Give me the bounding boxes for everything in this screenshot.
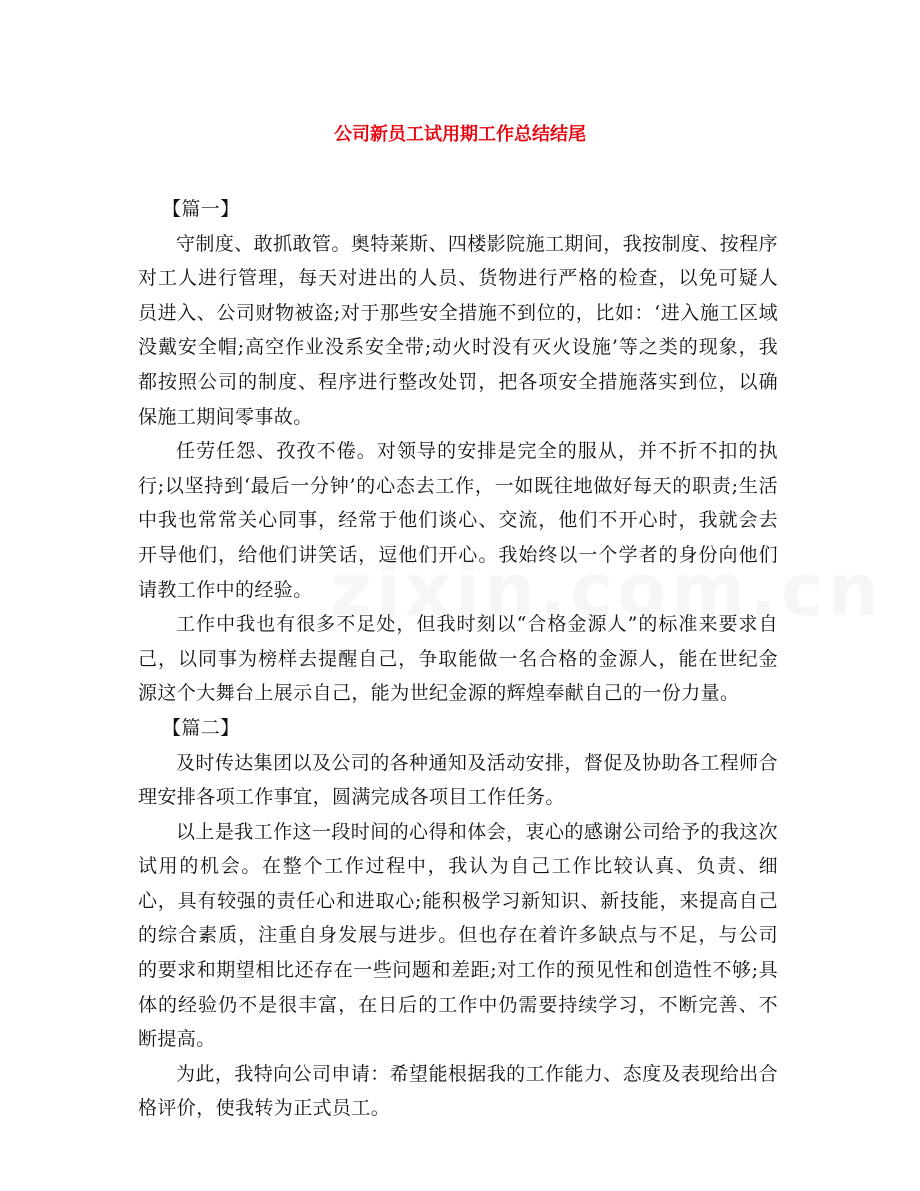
document-body [138, 192, 778, 1126]
paragraph: 为此，我特向公司申请：希望能根据我的工作能力、态度及表现给出合格评价，使我转为正式员工。 [138, 1062, 778, 1120]
paragraph: 工作中我也有很多不足处，但我时刻以“合格金源人”的标准来要求自己，以同事为榜样去提醒自己，争取能做一名合格的金源人，能在世纪金源这个大舞台上展示自己，能为世纪金源的辉煌奉献自己的一份力量。 [138, 613, 778, 705]
section-one [138, 192, 778, 711]
section-two [138, 711, 778, 1126]
section-heading: 【篇二】 [162, 716, 240, 739]
paragraph: 守制度、敢抓敢管。奥特莱斯、四楼影院施工期间，我按制度、按程序对工人进行管理，每天对进出的人员、货物进行严格的检查，以免可疑人员进入、公司财物被盗;对于那些安全措施不到位的，比如：‘进入施工区域没戴安全帽;高空作业没系安全带;动火时没有灭火设施’等之类的现象，我都按照公司的制度、程序进行整改处罚，把各项安全措施落实到位，以确保施工期间零事故。 [138, 232, 778, 428]
paragraph: 及时传达集团以及公司的各种通知及活动安排，督促及协助各工程师合理安排各项工作事宜，圆满完成各项目工作任务。 [138, 751, 778, 809]
section-heading: 【篇一】 [162, 198, 240, 220]
document-title: 公司新员工试用期工作总结结尾 [334, 124, 586, 145]
paragraph: 以上是我工作这一段时间的心得和体会，衷心的感谢公司给予的我这次试用的机会。在整个工作过程中，我认为自己工作比较认真、负责、细心，具有较强的责任心和进取心;能积极学习新知识、新技能，来提高自己的综合素质，注重自身发展与进步。但也存在着许多缺点与不足，与公司的要求和期望相比还存在一些问题和差距;对工作的预见性和创造性不够;具体的经验仍不是很丰富，在日后的工作中仍需要持续学习，不断完善、不断提高。 [138, 820, 778, 1051]
paragraph: 任劳任怨、孜孜不倦。对领导的安排是完全的服从，并不折不扣的执行;以坚持到‘最后一分钟’的心态去工作，一如既往地做好每天的职责;生活中我也常常关心同事，经常于他们谈心、交流，他们不开心时，我就会去开导他们，给他们讲笑话，逗他们开心。我始终以一个学者的身份向他们请教工作中的经验。 [138, 440, 778, 601]
